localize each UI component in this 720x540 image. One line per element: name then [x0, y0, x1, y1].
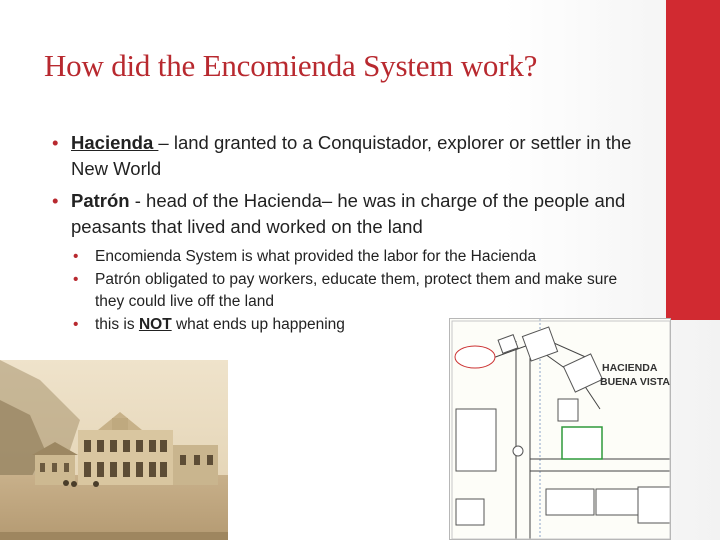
- bullet-text: – land granted to a Conquistador, explorer or settler in the New World: [71, 132, 632, 179]
- hacienda-photo: [0, 360, 228, 540]
- map-title-line2: BUENA VISTA: [600, 376, 671, 388]
- slide-title: How did the Encomienda System work?: [44, 48, 538, 83]
- hacienda-photo-image: [0, 360, 228, 540]
- map-title-line1: HACIENDA: [602, 362, 658, 374]
- sub-bullet-text: Encomienda System is what provided the labor for the Hacienda: [95, 248, 537, 265]
- sub-bullet-pre: this is: [95, 316, 139, 333]
- accent-bar: [666, 0, 720, 320]
- bullet-term: Patrón: [71, 190, 130, 211]
- bullet-patron: [48, 188, 638, 240]
- slide-content: [48, 130, 638, 337]
- hacienda-map-drawing: [450, 319, 671, 540]
- bullet-text: - head of the Hacienda– he was in charge of the people and peasants that lived and worked on the land: [71, 190, 626, 237]
- sub-bullet-post: what ends up happening: [171, 316, 345, 333]
- sub-bullet-labor: [70, 246, 638, 268]
- bullet-term: Hacienda: [71, 132, 159, 153]
- sub-bullet-emphasis: NOT: [138, 316, 172, 333]
- bullet-hacienda: [48, 130, 638, 182]
- sub-bullet-text: Patrón obligated to pay workers, educate them, protect them and make sure they could live off the land: [95, 271, 618, 310]
- sub-bullet-obligations: [70, 269, 638, 313]
- hacienda-map: [449, 318, 671, 540]
